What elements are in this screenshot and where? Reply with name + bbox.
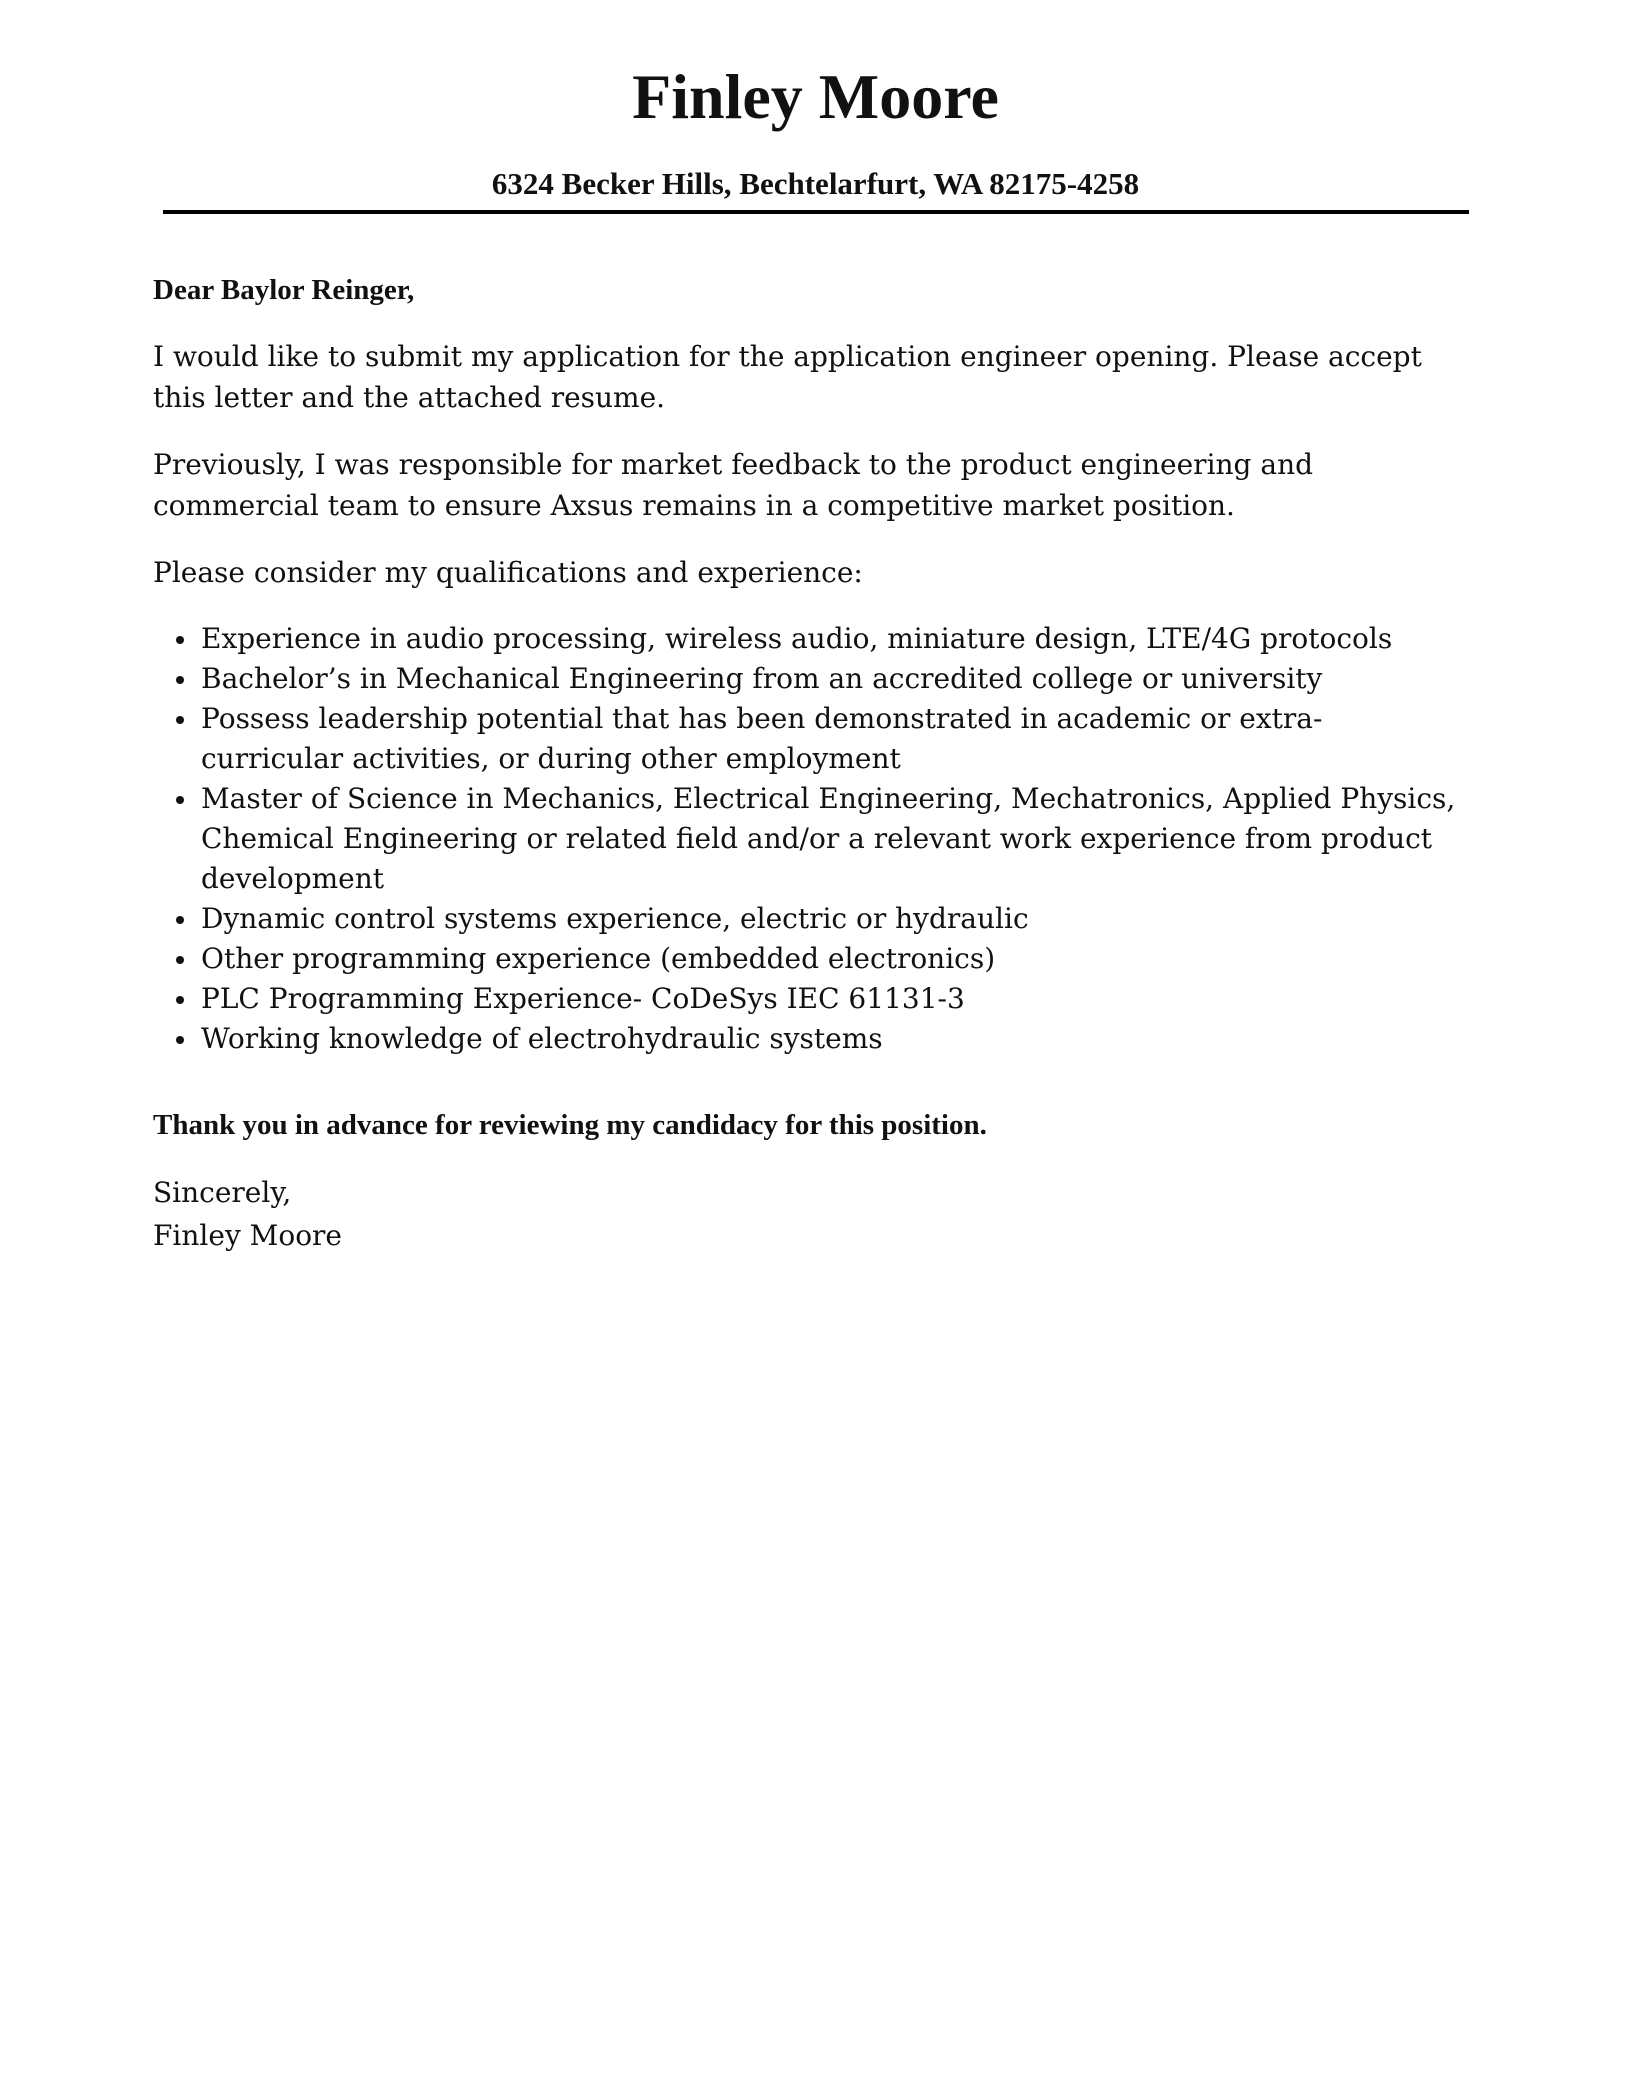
bullet-icon — [176, 796, 184, 804]
bullet-icon — [176, 636, 184, 644]
letter-header — [163, 52, 1468, 204]
list-item-text: PLC Programming Experience- CoDeSys IEC 61131-3 — [201, 982, 965, 1015]
list-item — [153, 779, 1463, 899]
list-item — [153, 939, 1463, 979]
bullet-icon — [176, 716, 184, 724]
bullet-icon — [176, 956, 184, 964]
bullet-icon — [176, 996, 184, 1004]
bullet-icon — [176, 1036, 184, 1044]
list-item-text: Other programming experience (embedded electronics) — [201, 942, 996, 975]
letter-body — [153, 270, 1463, 1257]
experience-paragraph: Previously, I was responsible for market feedback to the product engineering and commercial team to ensure Axsus remains in a competitive market position. — [153, 448, 1314, 522]
signoff-block — [153, 1171, 1463, 1257]
list-item-text: Experience in audio processing, wireless audio, miniature design, LTE/4G protocols — [201, 622, 1393, 655]
list-item-text: Bachelor’s in Mechanical Engineering from an accredited college or university — [201, 662, 1323, 695]
qualifications-list — [153, 619, 1463, 1059]
list-item — [153, 699, 1463, 779]
list-item — [153, 619, 1463, 659]
list-item-text: Master of Science in Mechanics, Electrical Engineering, Mechatronics, Applied Physics, Chemical Engineering or related field and/or a relevant work experience from product development — [201, 782, 1456, 895]
list-item-text: Possess leadership potential that has been demonstrated in academic or extra-curricular activities, or during other employment — [201, 702, 1323, 775]
list-item-text: Dynamic control systems experience, electric or hydraulic — [201, 902, 1029, 935]
closing-statement: Thank you in advance for reviewing my candidacy for this position. — [153, 1109, 987, 1141]
qualifications-intro: Please consider my qualifications and experience: — [153, 556, 863, 589]
intro-paragraph: I would like to submit my application for the application engineer opening. Please accept this letter and the attached resume. — [153, 340, 1422, 414]
salutation: Dear Baylor Reinger, — [153, 274, 415, 306]
header-divider — [163, 210, 1469, 214]
signature-name: Finley Moore — [153, 1219, 342, 1252]
list-item — [153, 979, 1463, 1019]
list-item — [153, 1019, 1463, 1059]
list-item-text: Working knowledge of electrohydraulic systems — [201, 1022, 883, 1055]
applicant-name: Finley Moore — [632, 61, 999, 132]
list-item — [153, 899, 1463, 939]
signoff: Sincerely, — [153, 1176, 292, 1209]
list-item — [153, 659, 1463, 699]
bullet-icon — [176, 916, 184, 924]
applicant-address: 6324 Becker Hills, Bechtelarfurt, WA 82175-4258 — [491, 166, 1140, 201]
bullet-icon — [176, 676, 184, 684]
